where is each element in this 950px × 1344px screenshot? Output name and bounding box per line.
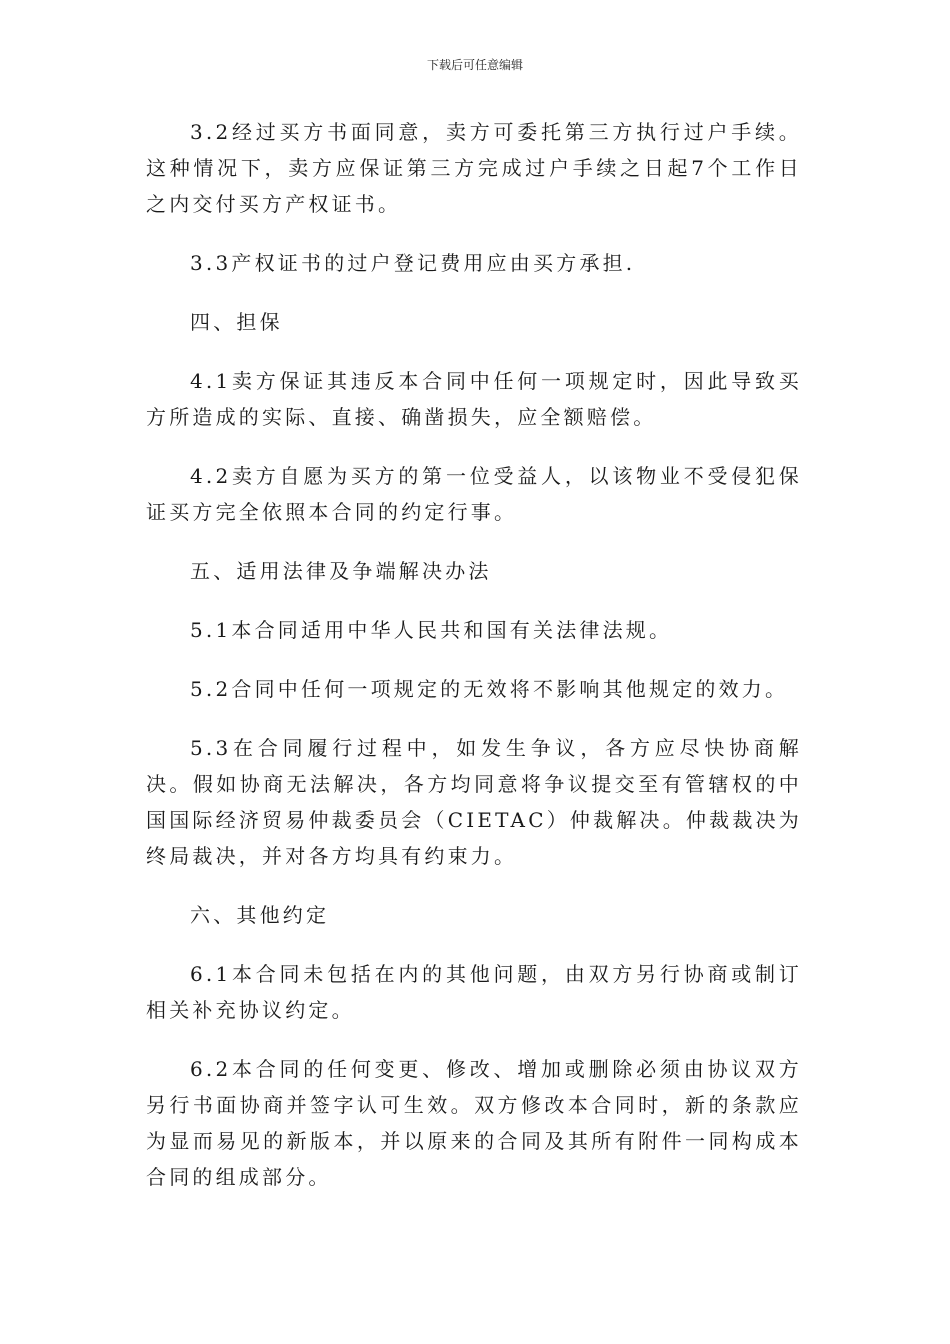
- clause-6-2: 6.2本合同的任何变更、修改、增加或删除必须由协议双方另行书面协商并签字认可生效。双方修改本合同时，新的条款应为显而易见的新版本，并以原来的合同及其所有附件一同构成本合同的组成部分。: [146, 1057, 802, 1189]
- clause-5-1: 5.1本合同适用中华人民共和国有关法律法规。: [190, 618, 673, 642]
- section-heading-guarantee: 四、担保: [190, 310, 283, 334]
- clause-3-2: 3.2经过买方书面同意，卖方可委托第三方执行过户手续。这种情况下，卖方应保证第三方完成过户手续之日起7个工作日之内交付买方产权证书。: [146, 120, 802, 216]
- clause-4-2: 4.2卖方自愿为买方的第一位受益人，以该物业不受侵犯保证买方完全依照本合同的约定行事。: [146, 464, 802, 524]
- clause-5-2: 5.2合同中任何一项规定的无效将不影响其他规定的效力。: [190, 677, 789, 701]
- clause-5-3: 5.3在合同履行过程中，如发生争议，各方应尽快协商解决。假如协商无法解决，各方均同意将争议提交至有管辖权的中国国际经济贸易仲裁委员会（CIETAC）仲裁解决。仲裁裁决为终局裁决，并对各方均具有约束力。: [146, 736, 802, 868]
- page-header: 下载后可任意编辑: [426, 58, 523, 72]
- clause-3-3: 3.3产权证书的过户登记费用应由买方承担.: [190, 251, 636, 275]
- section-heading-law-disputes: 五、适用法律及争端解决办法: [190, 559, 492, 583]
- clause-4-1: 4.1卖方保证其违反本合同中任何一项规定时，因此导致买方所造成的实际、直接、确凿损失，应全额赔偿。: [146, 369, 802, 429]
- document-body: [146, 114, 802, 1218]
- section-heading-other: 六、其他约定: [190, 903, 330, 927]
- clause-6-1: 6.1本合同未包括在内的其他问题，由双方另行协商或制订相关补充协议约定。: [146, 962, 802, 1022]
